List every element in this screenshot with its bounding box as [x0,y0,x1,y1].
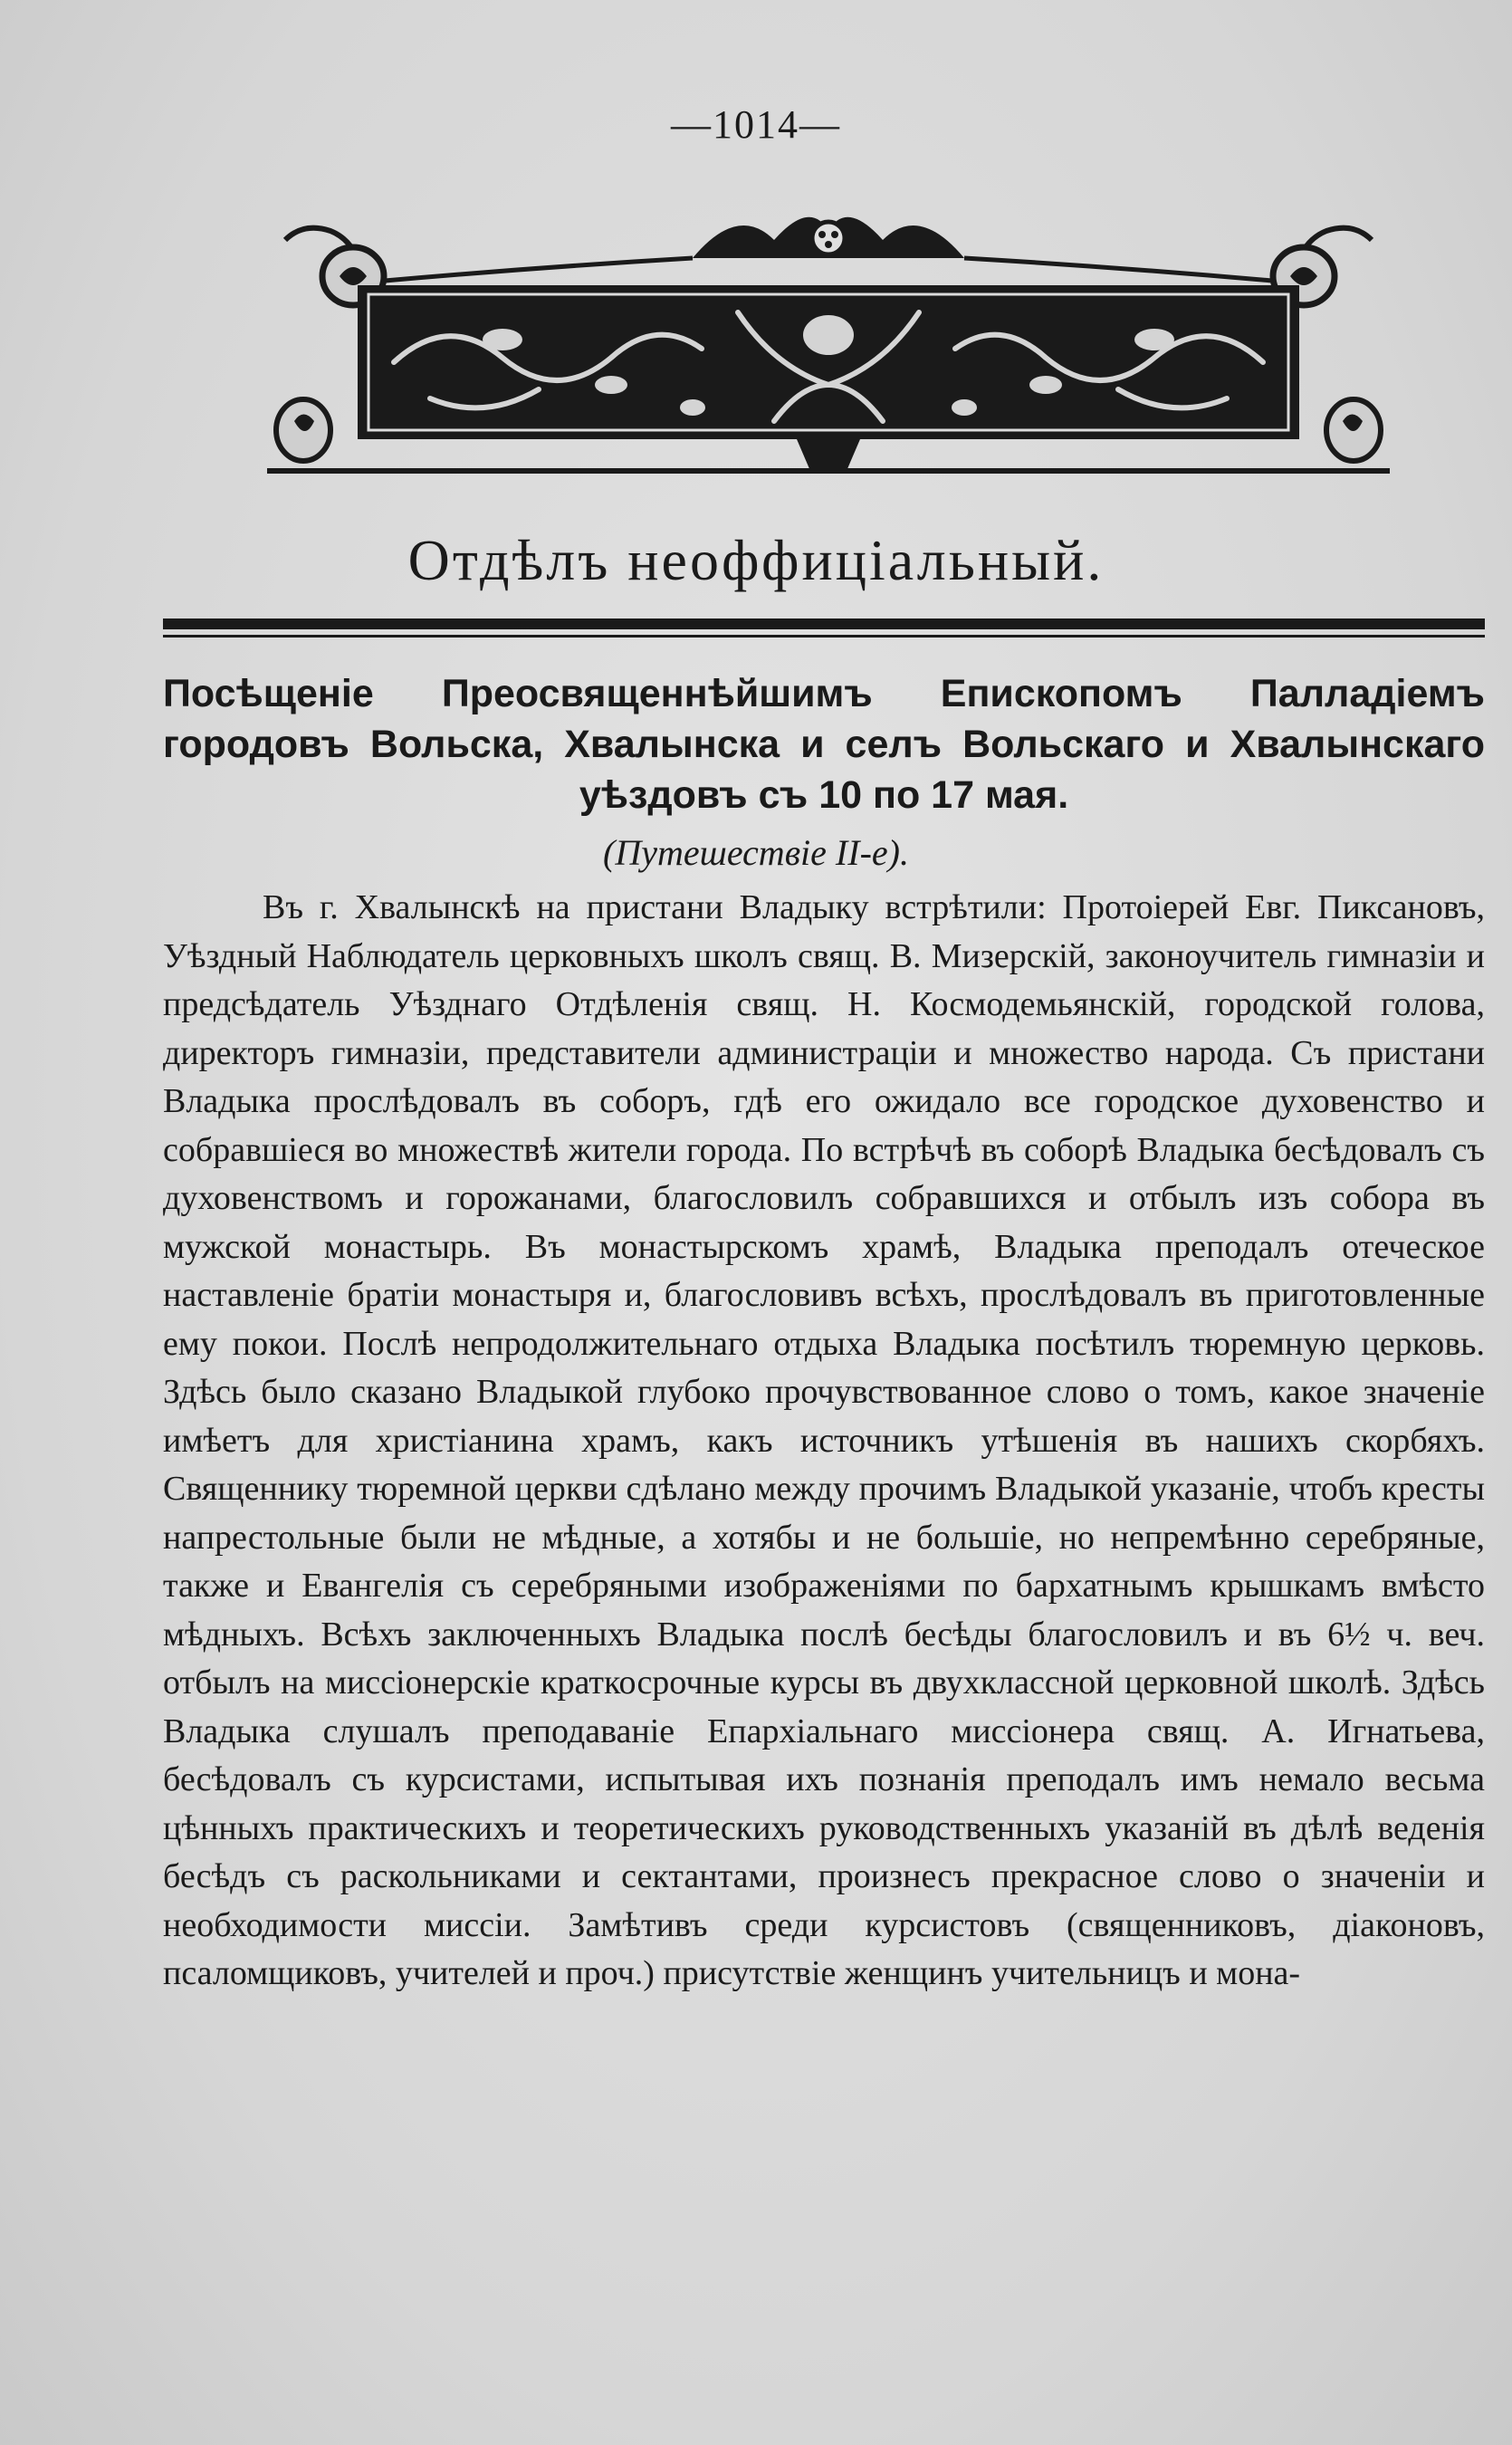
section-title: Отдѣлъ неоффиціальный. [407,528,1105,592]
divider-thin [163,635,1485,638]
page-number: —1014— [671,102,841,147]
divider-thick [163,618,1485,629]
article-subtitle: (Путешествіе II-е). [603,832,909,873]
article-headline: Посѣщеніе Преосвященнѣйшимъ Епископомъ Палладіемъ городовъ Вольска, Хвалынска и селъ Вольскаго и Хвалынскаго уѣздовъ съ 10 по 17 мая. [163,672,1485,817]
floral-headpiece-ornament [267,204,1390,512]
article-body: Въ г. Хвалынскѣ на пристани Владыку встрѣтили: Протоіерей Евг. Пиксановъ, Уѣздный Наблюдатель церковныхъ школъ свящ. В. Мизерскій, законоучитель гимназіи и предсѣдатель Уѣзднаго Отдѣленія свящ. Н. Космодемьянскій, городской голова, директоръ гимназіи, представители администраціи и множество народа. Съ пристани Владыка прослѣдовалъ въ соборъ, гдѣ его ожидало все городское духовенство и собравшіеся во множествѣ жители города. По встрѣчѣ въ соборѣ Владыка бесѣдовалъ съ духовенствомъ и горожанами, благословилъ собравшихся и отбылъ изъ собора въ мужской монастырь. Въ монастырскомъ храмѣ, Владыка преподалъ отеческое наставленіе братіи монастыря и, благословивъ всѣхъ, прослѣдовалъ въ приготовленные ему покои. Послѣ непродолжительнаго отдыха Владыка посѣтилъ тюремную церковь. Здѣсь было сказано Владыкой глубоко прочувствованное слово о томъ, какое значеніе имѣетъ для христіанина храмъ, какъ источникъ утѣшенія въ нашихъ скорбяхъ. Священнику тюремной церкви сдѣлано между прочимъ Владыкой указаніе, чтобъ кресты напрестольные были не мѣдные, а хотябы и не большіе, но непремѣнно серебряные, также и Евангелія съ серебряными изображеніями по бархатнымъ крышкамъ вмѣсто мѣдныхъ. Всѣхъ заключенныхъ Владыка послѣ бесѣды благословилъ и въ 6½ ч. веч. отбылъ на миссіонерскіе краткосрочные курсы въ двухклассной церковной школѣ. Здѣсь Владыка слушалъ преподаваніе Епархіальнаго миссіонера свящ. А. Игнатьева, бесѣдовалъ съ курсистами, испытывая ихъ познанія преподалъ имъ немало весьма цѣнныхъ практическихъ и теоретическихъ руководственныхъ указаній въ дѣлѣ веденія бесѣдъ съ раскольниками и сектантами, произнесъ прекрасное слово о значеніи и необходимости миссіи. Замѣтивъ среди курсистовъ (священниковъ, діаконовъ, псаломщиковъ, учителей и проч.) присутствіе женщинъ учительницъ и мона- [163,888,1485,1992]
